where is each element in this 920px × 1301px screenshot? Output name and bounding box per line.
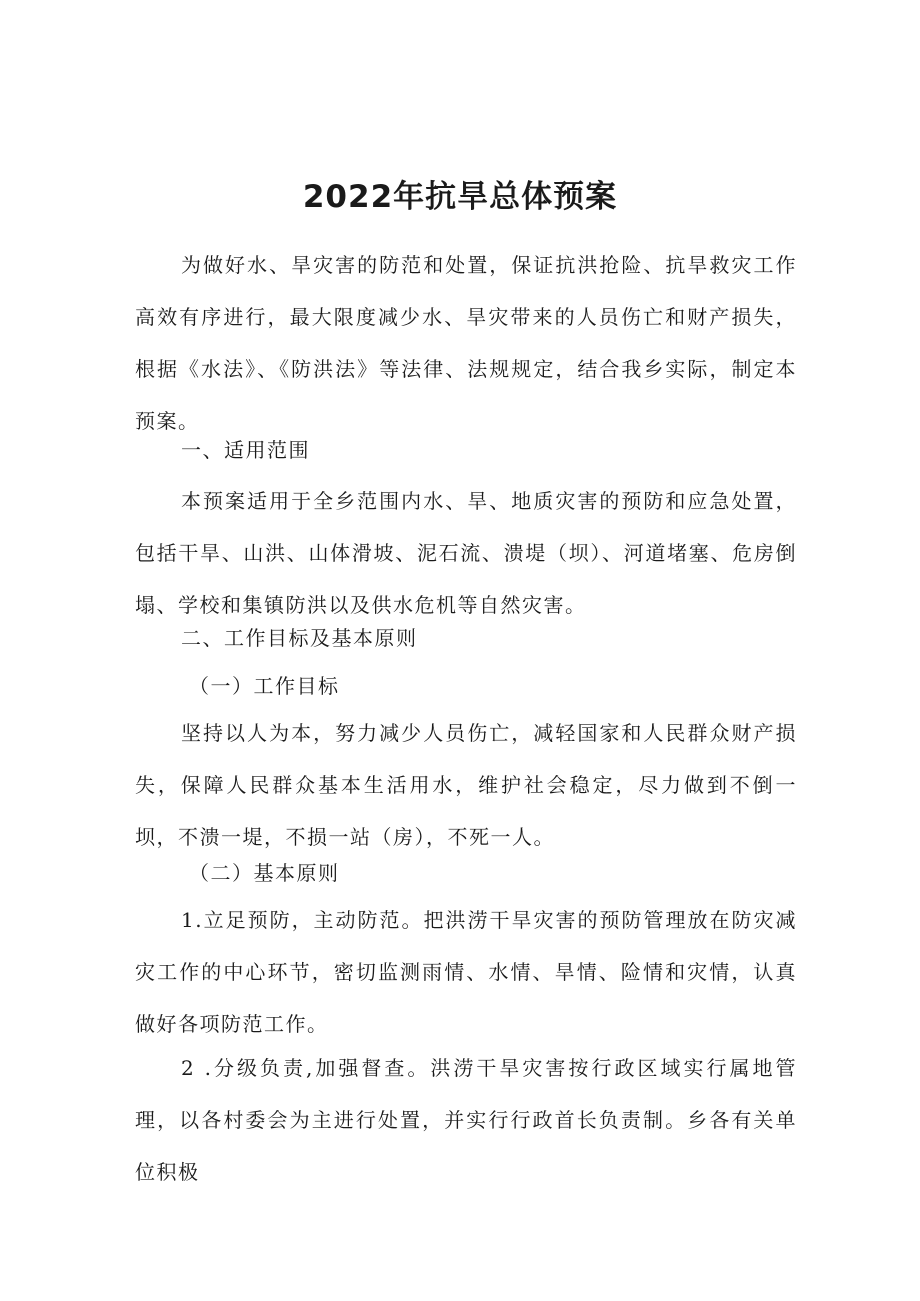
section-heading-goals-principles: 二、工作目标及基本原则 [181,626,418,650]
document-title: 2022年抗旱总体预案 [302,179,618,215]
goals-paragraph: 坚持以人为本，努力减少人员伤亡，减轻国家和人民群众财产损失，保障人民群众基本生活用水，维护社会稳定，尽力做到不倒一坝，不溃一堤，不损一站（房），不死一人。 [135,721,797,849]
intro-paragraph: 为做好水、旱灾害的防范和处置，保证抗洪抢险、抗旱救灾工作高效有序进行，最大限度减少水、旱灾带来的人员伤亡和财产损失，根据《水法》、《防洪法》等法律、法规规定，结合我乡实际，制定本预案。 [135,253,797,433]
subheading-basic-principles: （二）基本原则 [189,861,340,885]
principle-item-2: 2 .分级负责,加强督查。洪涝干旱灾害按行政区域实行属地管理，以各村委会为主进行处置，并实行行政首长负责制。乡各有关单位积极 [135,1056,797,1184]
subheading-work-goals: （一）工作目标 [189,674,340,698]
scope-paragraph: 本预案适用于全乡范围内水、旱、地质灾害的预防和应急处置，包括干旱、山洪、山体滑坡、泥石流、溃堤（坝）、河道堵塞、危房倒塌、学校和集镇防洪以及供水危机等自然灾害。 [135,489,797,617]
principle-item-1: 1.立足预防，主动防范。把洪涝干旱灾害的预防管理放在防灾减灾工作的中心环节，密切监测雨情、水情、旱情、险情和灾情，认真做好各项防范工作。 [135,908,797,1036]
section-heading-scope: 一、适用范围 [181,438,310,462]
